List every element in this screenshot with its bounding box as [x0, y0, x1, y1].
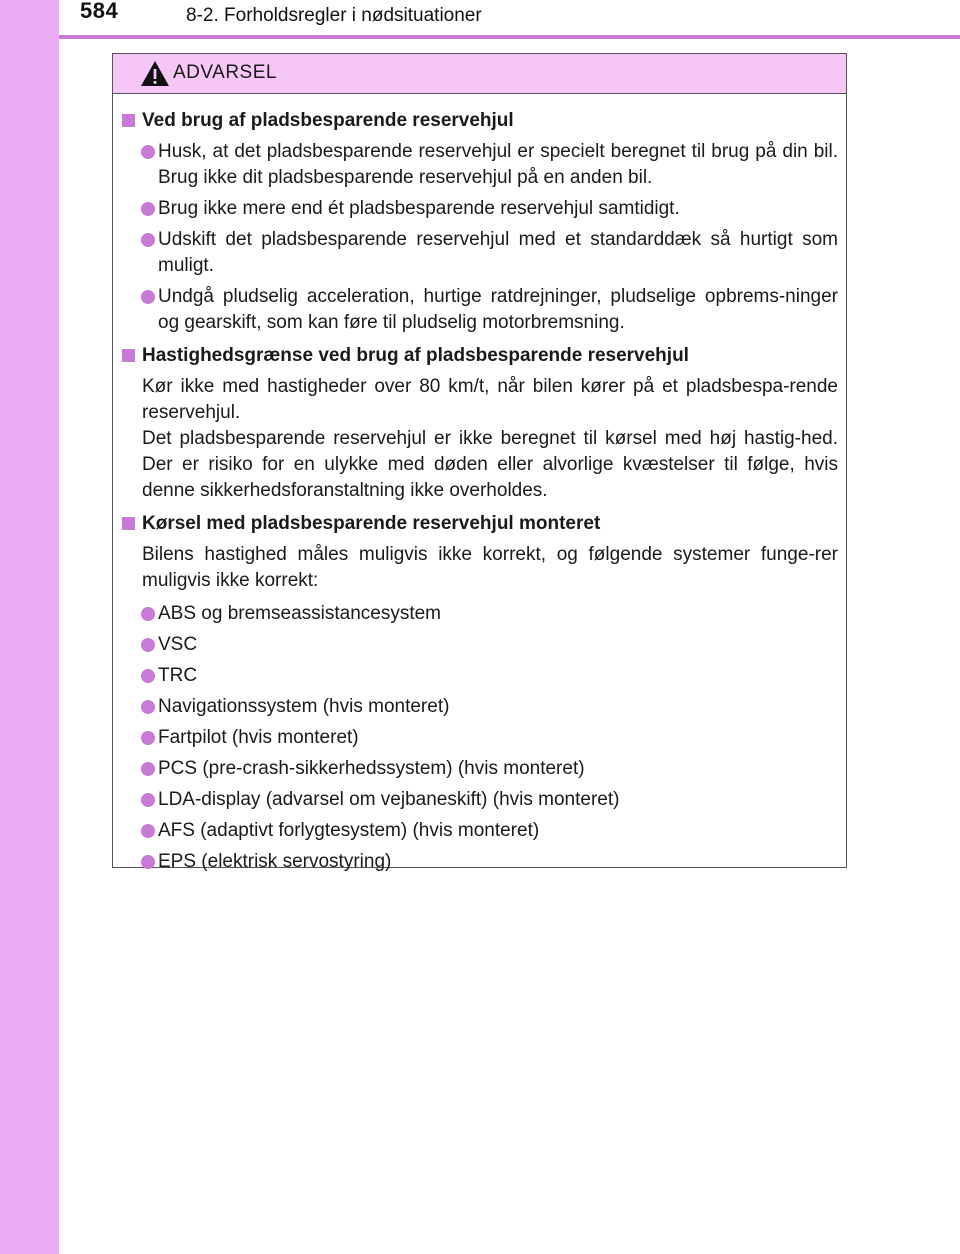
list-item	[121, 284, 838, 336]
list-item	[121, 787, 838, 813]
round-bullet-icon	[141, 855, 155, 869]
square-bullet-icon	[122, 517, 135, 530]
section-heading-text: Ved brug af pladsbesparende reservehjul	[142, 110, 514, 131]
round-bullet-icon	[141, 202, 155, 216]
list-item-text: Udskift det pladsbesparende reservehjul med et standarddæk så hurtigt som muligt.	[158, 229, 838, 276]
list-item	[121, 601, 838, 627]
round-bullet-icon	[141, 700, 155, 714]
list-item	[121, 227, 838, 279]
warning-triangle-icon	[140, 60, 170, 87]
round-bullet-icon	[141, 793, 155, 807]
list-item	[121, 818, 838, 844]
list-item-text: TRC	[158, 665, 198, 686]
page-number: 584	[80, 0, 119, 23]
warning-label: ADVARSEL	[173, 62, 277, 83]
list-item	[121, 632, 838, 658]
section-spare-wheel-use	[121, 108, 838, 336]
list-item-text: Brug ikke mere end ét pladsbesparende reservehjul samtidigt.	[158, 198, 680, 219]
list-item-text: Fartpilot (hvis monteret)	[158, 727, 359, 748]
list-item-text: Navigationssystem (hvis monteret)	[158, 696, 450, 717]
section-heading	[121, 108, 838, 134]
list-item	[121, 196, 838, 222]
paragraph: Bilens hastighed måles muligvis ikke korrekt, og følgende systemer funge-rer muligvis ikke korrekt:	[142, 544, 838, 591]
round-bullet-icon	[141, 762, 155, 776]
round-bullet-icon	[141, 607, 155, 621]
round-bullet-icon	[141, 233, 155, 247]
paragraph: Kør ikke med hastigheder over 80 km/t, når bilen kører på et pladsbespa-rende reservehjul.	[142, 376, 838, 423]
warning-header	[113, 54, 846, 94]
warning-box	[112, 53, 847, 872]
warning-body	[113, 94, 846, 875]
list-item	[121, 694, 838, 720]
list-item-text: ABS og bremseassistancesystem	[158, 603, 442, 624]
round-bullet-icon	[141, 824, 155, 838]
list-item-text: Husk, at det pladsbesparende reservehjul er specielt beregnet til brug på din bil. Brug ikke dit pladsbesparende reservehjul på en anden bil.	[158, 141, 838, 188]
square-bullet-icon	[122, 349, 135, 362]
list-item	[121, 663, 838, 689]
section-driving-with-spare	[121, 511, 838, 875]
section-heading	[121, 343, 838, 369]
side-tab-band	[0, 0, 59, 1254]
list-item-text: EPS (elektrisk servostyring)	[158, 851, 392, 872]
list-item	[121, 849, 838, 875]
header-rule	[59, 35, 960, 39]
section-speed-limit	[121, 343, 838, 504]
list-item-text: PCS (pre-crash-sikkerhedssystem) (hvis monteret)	[158, 758, 585, 779]
list-item	[121, 756, 838, 782]
list-item-text: VSC	[158, 634, 198, 655]
list-item-text: Undgå pludselig acceleration, hurtige ratdrejninger, pludselige opbrems-ninger og gearskift, som kan føre til pludselig motorbremsning.	[158, 286, 838, 333]
round-bullet-icon	[141, 638, 155, 652]
list-item-text: LDA-display (advarsel om vejbaneskift) (hvis monteret)	[158, 789, 620, 810]
round-bullet-icon	[141, 145, 155, 159]
paragraph: Det pladsbesparende reservehjul er ikke beregnet til kørsel med høj hastig-hed. Der er risiko for en ulykke med døden eller alvorlige kvæstelser til følge, hvis denne sikkerhedsforanstaltning ikke overholdes.	[142, 428, 838, 501]
round-bullet-icon	[141, 731, 155, 745]
list-item	[121, 139, 838, 191]
section-heading-text: Kørsel med pladsbesparende reservehjul monteret	[142, 513, 601, 534]
list-item-text: AFS (adaptivt forlygtesystem) (hvis monteret)	[158, 820, 540, 841]
round-bullet-icon	[141, 290, 155, 304]
round-bullet-icon	[141, 669, 155, 683]
list-item	[121, 725, 838, 751]
chapter-section-title: 8-2. Forholdsregler i nødsituationer	[186, 5, 482, 26]
section-heading-text: Hastighedsgrænse ved brug af pladsbesparende reservehjul	[142, 345, 689, 366]
square-bullet-icon	[122, 114, 135, 127]
section-heading	[121, 511, 838, 537]
